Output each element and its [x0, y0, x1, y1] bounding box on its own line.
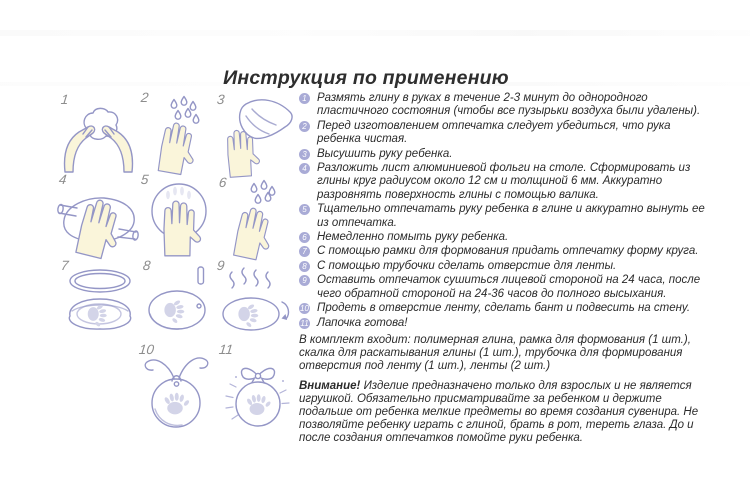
- notes-section: [299, 334, 717, 446]
- illustration-number: 2: [140, 90, 150, 105]
- illustration-number: 3: [216, 92, 226, 107]
- step-number-badge: 7: [299, 246, 310, 257]
- page-title: Инструкция по применению: [223, 67, 509, 90]
- step-text: Разложить лист алюминиевой фольги на столе. Сформировать из глины круг радиусом около 12 см и толщиной 6 мм. Аккуратно разровнять поверхность глины с помощью валика.: [317, 162, 691, 201]
- step-text: Высушить руку ребенка.: [317, 147, 453, 160]
- step-number-badge: 11: [300, 318, 309, 328]
- knead-clay-drawing: [58, 98, 140, 174]
- illustration-number: 1: [60, 92, 70, 107]
- illustration-wash-child-hand: [138, 90, 218, 172]
- illustration-number: 10: [138, 342, 155, 357]
- wash-hand-again-drawing: [216, 181, 296, 261]
- instruction-step-1: [299, 92, 715, 119]
- illustration-make-ribbon-hole-with-tube: [140, 258, 220, 346]
- instruction-step-10: [299, 302, 715, 315]
- illustration-dry-imprint-both-sides: [214, 258, 298, 346]
- instruction-step-4: [299, 162, 715, 202]
- scan-artifact: [0, 30, 750, 36]
- illustration-finished-keepsake: [216, 342, 298, 438]
- rolling-pin-drawing: [56, 178, 142, 262]
- step-text: С помощью рамки для формования придать отпечатку форму круга.: [317, 245, 699, 258]
- drying-drawing: [214, 264, 298, 348]
- illustration-dry-hand-with-towel: [214, 92, 296, 174]
- step-number-badge: 8: [299, 261, 310, 272]
- warning-label: Внимание!: [299, 379, 361, 392]
- warning-note: [299, 380, 717, 446]
- instruction-step-5: [299, 203, 715, 230]
- step-text: Тщательно отпечатать руку ребенка в глине и аккуратно вынуть ее из отпечатка.: [317, 203, 705, 229]
- illustration-number: 5: [140, 172, 150, 187]
- illustration-number: 8: [142, 258, 152, 273]
- dry-hand-drawing: [214, 98, 296, 178]
- illustration-number: 6: [218, 175, 228, 190]
- step-text: Лапочка готова!: [317, 316, 408, 329]
- step-text: Размять глину в руках в течение 2-3 минут до однородного пластичного состояния (чтобы все пузырьки воздуха были удалены).: [317, 92, 701, 118]
- press-hand-drawing: [138, 178, 220, 264]
- instruction-step-7: [299, 245, 715, 258]
- step-text: С помощью трубочки сделать отверстие для ленты.: [317, 259, 617, 272]
- illustration-shape-with-forming-frame: [58, 258, 142, 346]
- finished-keepsake-drawing: [216, 348, 298, 440]
- forming-frame-drawing: [58, 264, 142, 346]
- instruction-step-2: [299, 120, 715, 147]
- illustration-roll-clay-with-rolling-pin: [56, 172, 142, 262]
- illustration-number: 11: [218, 342, 234, 357]
- illustration-press-hand-into-clay: [138, 172, 220, 262]
- step-text: Оставить отпечаток сушиться лицевой стороной на 24 часа, после чего обратной стороной на 24-36 часов до полного высыхания.: [317, 274, 701, 300]
- instruction-step-3: [299, 148, 715, 161]
- step-number-badge: 10: [300, 304, 309, 314]
- step-text: Перед изготовлением отпечатка следует убедиться, что рука ребенка чистая.: [317, 119, 671, 146]
- ribbon-drawing: [136, 348, 218, 440]
- instruction-step-9: [299, 274, 715, 301]
- instruction-step-8: [299, 260, 715, 273]
- instruction-list: [299, 92, 715, 331]
- kit-contents-note: В комплект входит: полимерная глина, рамка для формования (1 шт.), скалка для раскатывания глины (1 шт.), трубочка для формирования отверстия под ленту (1 шт.), ленты (2 шт.): [299, 334, 691, 373]
- step-number-badge: 1: [299, 93, 310, 104]
- step-number-badge: 6: [299, 232, 310, 243]
- illustration-thread-ribbon-and-hang: [136, 342, 218, 438]
- step-number-badge: 3: [299, 149, 310, 160]
- illustration-number: 9: [216, 258, 226, 273]
- step-number-badge: 2: [299, 121, 310, 132]
- step-number-badge: 5: [299, 204, 310, 215]
- instruction-step-6: [299, 231, 715, 244]
- step-text: Продеть в отверстие ленту, сделать бант и подвесить на стену.: [317, 302, 691, 315]
- illustration-knead-clay-in-hands: [58, 92, 140, 172]
- step-number-badge: 9: [299, 275, 310, 286]
- wash-hand-drawing: [138, 96, 218, 174]
- warning-text: Изделие предназначено только для взрослых и не является игрушкой. Обязательно присматривайте за ребенком и держите подальше от ребенка мелкие предметы во время создания сувенира. Не позволяйте ребенку играть с глиной, брать в рот, тереть глаза. До и после создания отпечатков помойте руки ребенка.: [299, 379, 699, 445]
- instruction-step-11: [299, 317, 715, 330]
- illustration-number: 4: [58, 172, 68, 187]
- illustration-number: 7: [60, 258, 70, 273]
- step-number-badge: 4: [299, 163, 310, 174]
- illustration-wash-hand-again: [216, 175, 296, 261]
- step-text: Немедленно помыть руку ребенка.: [317, 231, 509, 244]
- tube-hole-drawing: [140, 264, 220, 346]
